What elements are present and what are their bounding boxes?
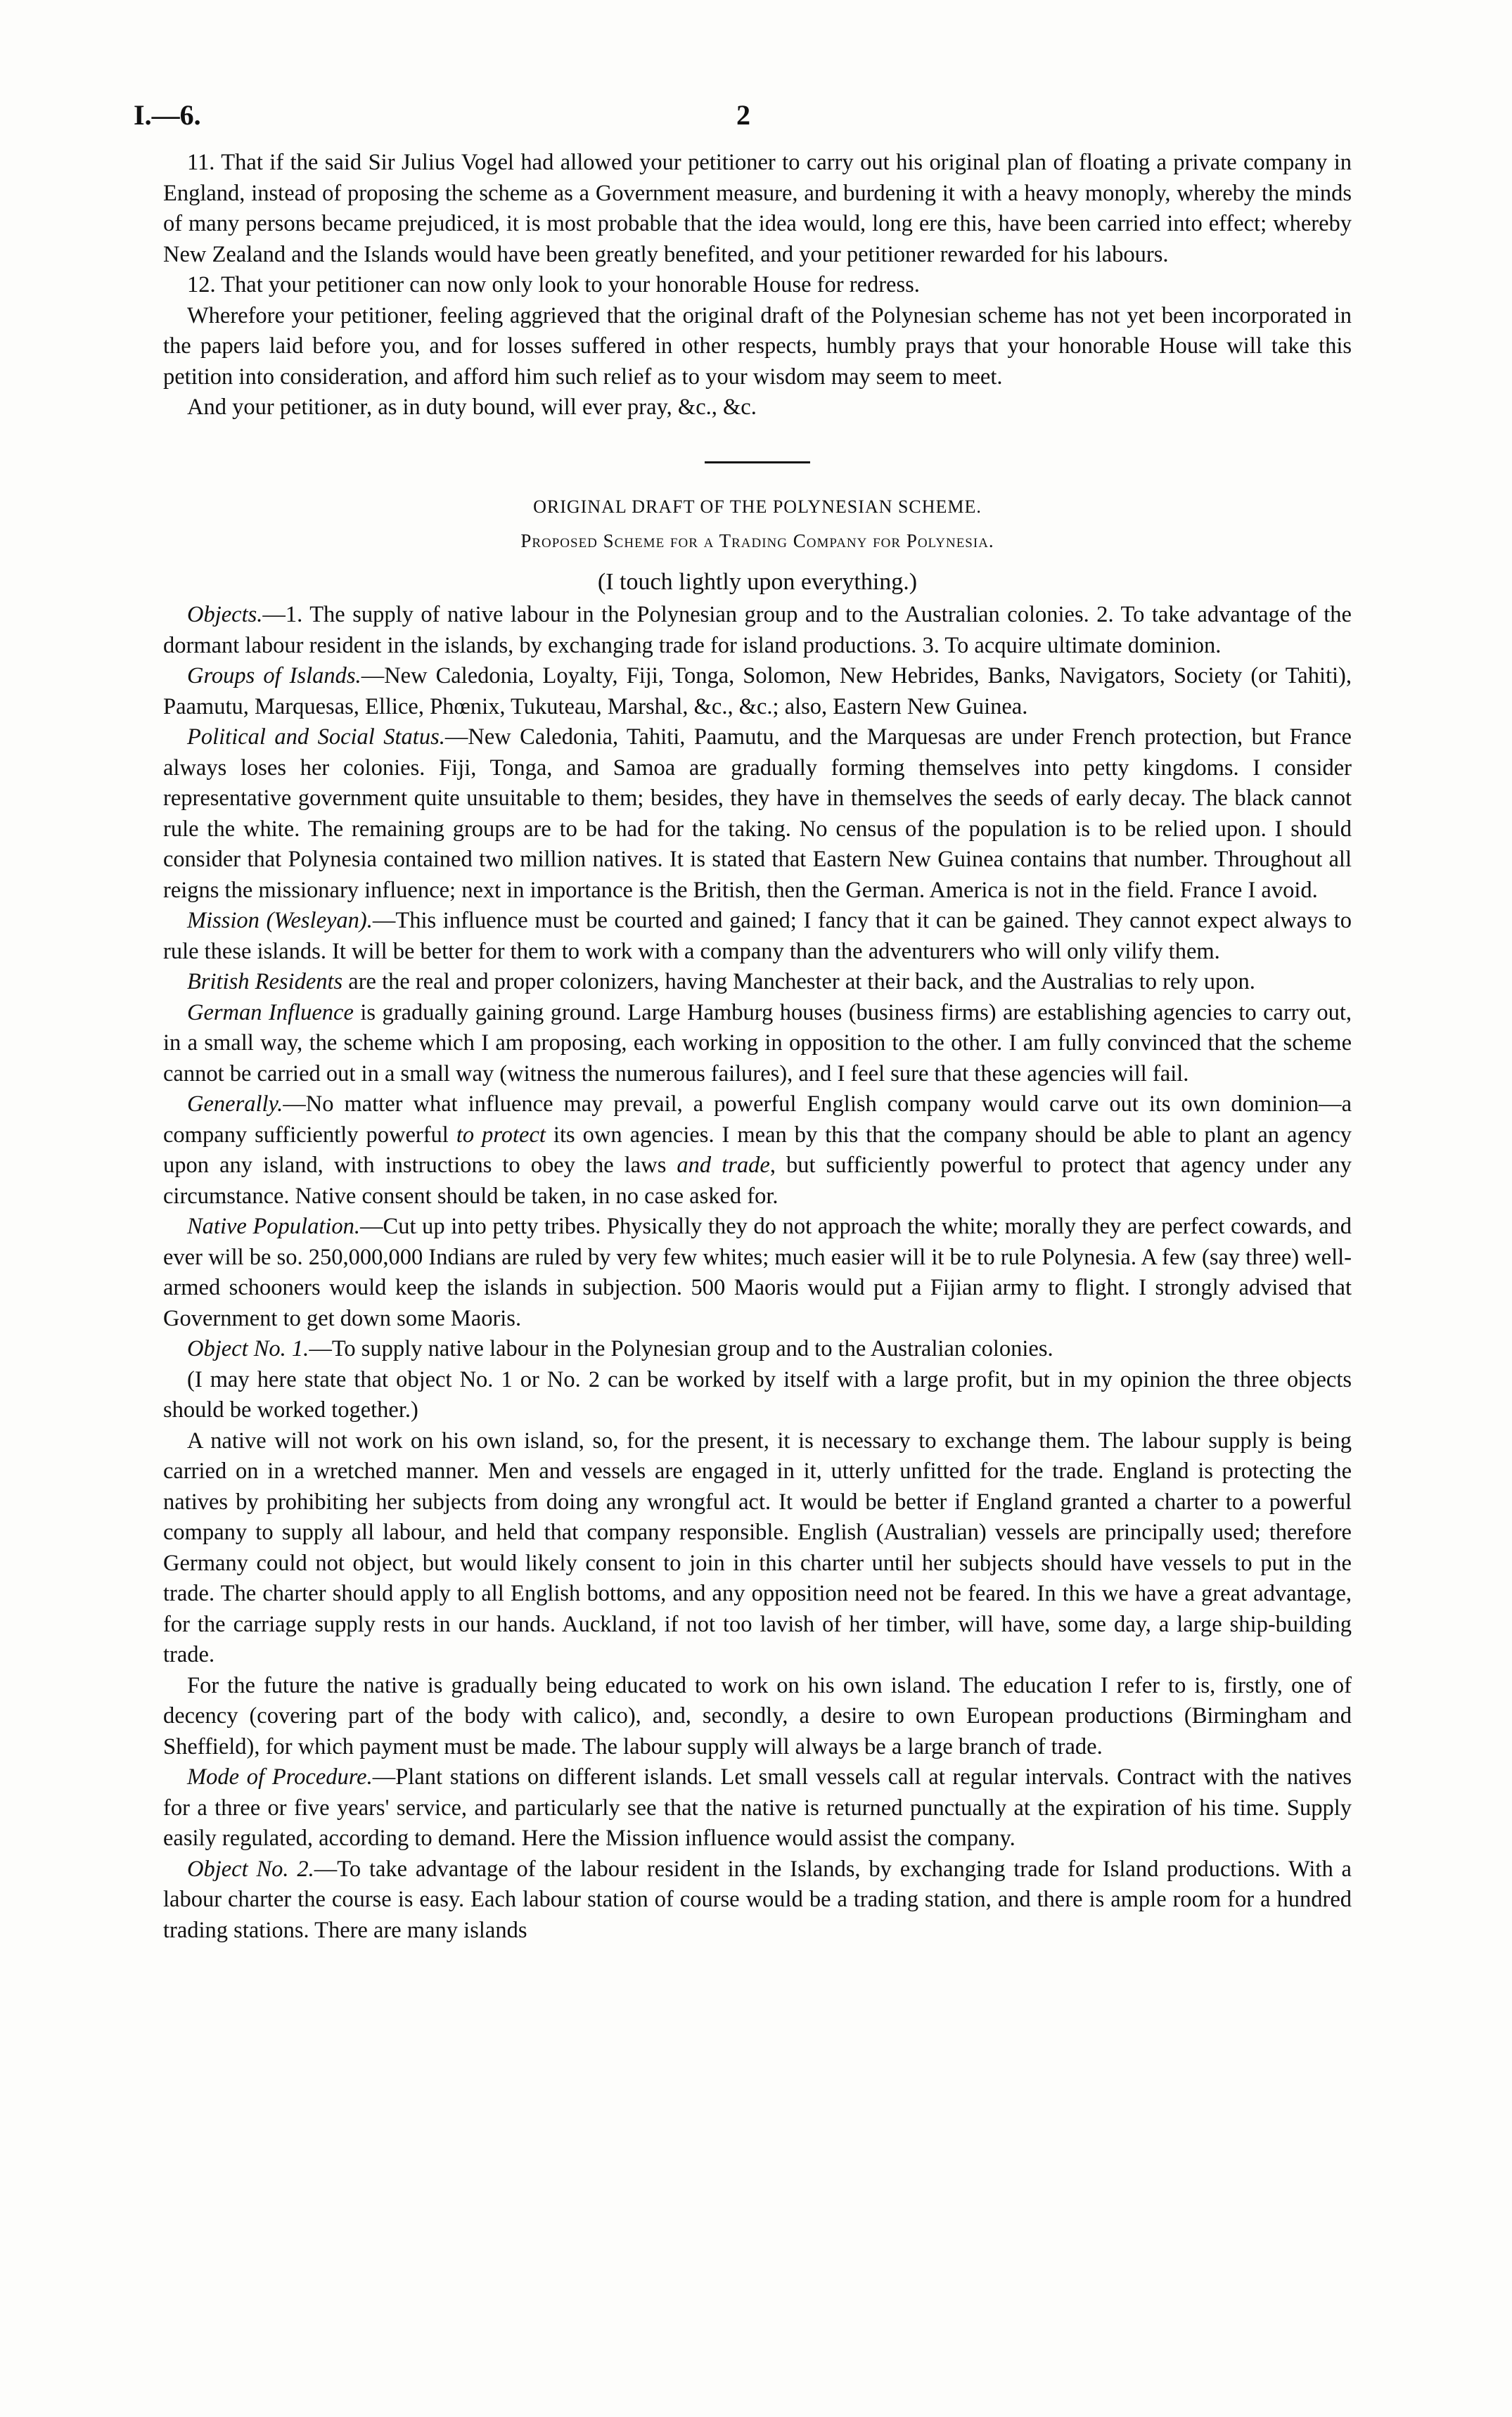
british-paragraph xyxy=(163,967,1352,998)
generally-text-1: —No matter what influence may prevail, a powerful English company would carve out its own dominion—a company sufficiently powerful xyxy=(163,1091,1352,1148)
generally-label: Generally. xyxy=(187,1091,283,1117)
petition-closing: And your petitioner, as in duty bound, will ever pray, &c., &c. xyxy=(187,395,757,420)
objects-text: —1. The supply of native labour in the Polynesian group and to the Australian colonies. 2. To take advantage of the dormant labour resident in the islands, by exchanging trade for island productions. 3. To acquire ultimate dominion. xyxy=(163,602,1352,658)
political-paragraph xyxy=(163,722,1352,906)
groups-label: Groups of Islands. xyxy=(187,663,361,688)
british-text: are the real and proper colonizers, having Manchester at their back, and the Australias to rely upon. xyxy=(342,969,1255,994)
petition-paragraph-12: 12. That your petitioner can now only look to your honorable House for redress. xyxy=(187,272,920,297)
groups-paragraph xyxy=(163,661,1352,722)
petition-prayer: Wherefore your petitioner, feeling aggrieved that the original draft of the Polynesian scheme has not yet been incorporated in the papers laid before you, and for losses suffered in other respects, humbly prays that your honorable House will take this petition into consideration, and afford him such relief as to your wisdom may seem to meet. xyxy=(163,302,1352,390)
political-label: Political and Social Status. xyxy=(187,724,445,750)
objects-paragraph xyxy=(163,600,1352,661)
future-paragraph: For the future the native is gradually being educated to work on his own island. The education I refer to is, firstly, one of decency (covering part of the body with calico), and, secondly, a desire to own European productions (Birmingham and Sheffield), for which payment must be made. The labour supply will always be a large branch of trade. xyxy=(163,1672,1352,1759)
generally-text-2: its own agencies. I mean by this that the company should be able to plant an agency upon any island, with instructions to obey the laws xyxy=(163,1122,1352,1178)
british-label: British Residents xyxy=(187,969,343,994)
object-2-text: —To take advantage of the labour resident in the Islands, by exchanging trade for Island productions. With a labour charter the course is easy. Each labour station of course would be a trading station, and there is ample room for a hundred trading stations. There are many islands xyxy=(163,1856,1352,1943)
generally-text-3: , but sufficiently powerful to protect that agency under any circumstance. Native consent should be taken, in no case asked for. xyxy=(163,1153,1352,1209)
mission-paragraph xyxy=(163,906,1352,967)
document-reference: I.—6. xyxy=(134,99,201,131)
generally-italic-2: and trade xyxy=(677,1153,770,1178)
political-text: —New Caledonia, Tahiti, Paamutu, and the Marquesas are under French protection, but France always loses her colonies. Fiji, Tonga, and Samoa are gradually forming themselves into petty kingdoms. I consider representative government quite unsuitable to them; besides, they have in themselves the seeds of early decay. The black cannot rule the white. The remaining groups are to be had for the taking. No census of the population is to be relied upon. I should consider that Polynesia contained two million natives. It is stated that Eastern New Guinea contains that number. Throughout all reigns the missionary influence; next in importance is the British, then the German. America is not in the field. France I avoid. xyxy=(163,724,1352,903)
scheme-title: ORIGINAL DRAFT OF THE POLYNESIAN SCHEME. xyxy=(533,496,982,517)
generally-paragraph xyxy=(163,1089,1352,1212)
german-paragraph xyxy=(163,998,1352,1090)
mission-label: Mission (Wesleyan). xyxy=(187,908,373,933)
native-work-paragraph: A native will not work on his own island, so, for the present, it is necessary to exchange them. The labour supply is being carried on in a wretched manner. Men and vessels are engaged in it, utterly unfitted for the trade. England is protecting the natives by prohibiting her subjects from doing any wrongful act. It would be better if England granted a charter to a powerful company to supply all labour, and held that company responsible. English (Australian) vessels are principally used; therefore Germany could not object, but would likely consent to join in this charter until her subjects should have vessels to put in the trade. The charter should apply to all English bottoms, and any opposition need not be feared. In this we have a great advantage, for the carriage supply rests in our hands. Auckland, if not too lavish of her timber, will have, some day, a large ship-building trade. xyxy=(163,1428,1352,1667)
objects-label: Objects. xyxy=(187,602,263,627)
groups-text: —New Caledonia, Loyalty, Fiji, Tonga, Solomon, New Hebrides, Banks, Navigators, Society (or Tahiti), Paamutu, Marquesas, Ellice, Phœnix, Tukuteau, Marshal, &c., &c.; also, Eastern New Guinea. xyxy=(163,663,1352,719)
petition-paragraph-11: 11. That if the said Sir Julius Vogel had allowed your petitioner to carry out his original plan of floating a private company in England, instead of proposing the scheme as a Government measure, and burdening it with a heavy monoply, whereby the minds of many persons became prejudiced, it is most probable that the idea would, long ere this, have been carried into effect; whereby New Zealand and the Islands would have been greatly benefited, and your petitioner rewarded for his labours. xyxy=(163,150,1352,267)
section-divider xyxy=(705,461,810,463)
object-1-text: —To supply native labour in the Polynesian group and to the Australian colonies. xyxy=(309,1336,1053,1361)
generally-italic-1: to protect xyxy=(456,1122,546,1148)
page-number: 2 xyxy=(736,99,750,131)
object-1-paragraph xyxy=(163,1334,1352,1365)
german-label: German Influence xyxy=(187,999,354,1025)
object-2-paragraph xyxy=(163,1854,1352,1947)
mode-text: —Plant stations on different islands. Let small vessels call at regular intervals. Contract with the natives for a three or five years' service, and particularly see that the native is returned punctually at the expiration of his time. Supply easily regulated, according to demand. Here the Mission influence would assist the company. xyxy=(163,1764,1352,1851)
mode-label: Mode of Procedure. xyxy=(187,1764,373,1790)
object-1-label: Object No. 1. xyxy=(187,1336,309,1361)
german-text: is gradually gaining ground. Large Hamburg houses (business firms) are establishing agencies to carry out, in a small way, the scheme which I am proposing, each working in opposition to the other. I am fully convinced that the scheme cannot be carried out in a small way (witness the numerous failures), and I feel sure that these agencies will fail. xyxy=(163,999,1352,1086)
native-population-label: Native Population. xyxy=(187,1214,361,1239)
native-population-paragraph xyxy=(163,1212,1352,1334)
mode-paragraph xyxy=(163,1762,1352,1854)
page-body xyxy=(163,148,1352,1946)
object-1-note: (I may here state that object No. 1 or No. 2 can be worked by itself with a large profit, but in my opinion the three objects should be worked together.) xyxy=(163,1366,1352,1423)
mission-text: —This influence must be courted and gained; I fancy that it can be gained. They cannot expect always to rule these islands. It will be better for them to work with a company than the adventurers who will only vilify them. xyxy=(163,908,1352,964)
scheme-subtitle: Proposed Scheme for a Trading Company for Polynesia. xyxy=(520,530,994,551)
native-population-text: —Cut up into petty tribes. Physically they do not approach the white; morally they are perfect cowards, and ever will be so. 250,000,000 Indians are ruled by very few whites; much easier will it be to rule Polynesia. A few (say three) well-armed schooners would keep the islands in subjection. 500 Maoris would put a Fijian army to flight. I strongly advised that Government to get down some Maoris. xyxy=(163,1214,1352,1331)
object-2-label: Object No. 2. xyxy=(187,1856,314,1882)
scheme-note: (I touch lightly upon everything.) xyxy=(597,568,918,595)
